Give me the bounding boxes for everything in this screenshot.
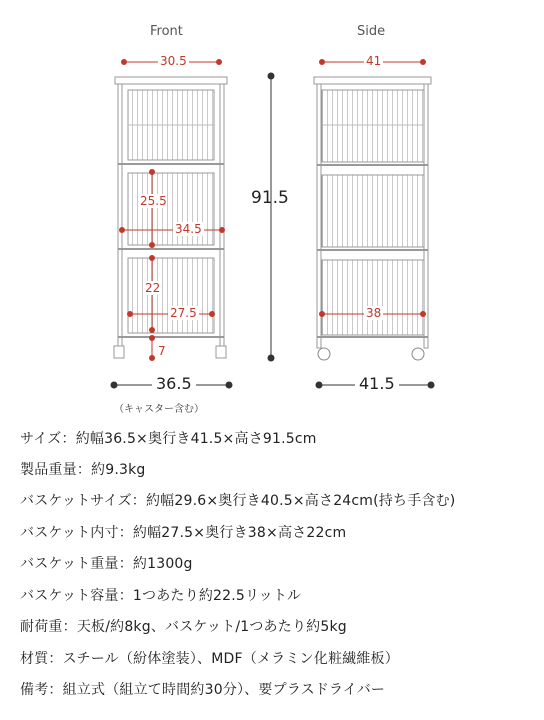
side-top-width: 41 (366, 54, 382, 68)
spec-load-capacity: 耐荷重：天板/約8kg、バスケット/1つあたり約5kg (20, 619, 347, 635)
side-basket-depth: 38 (366, 306, 382, 320)
spec-basket-capacity: バスケット容量：1つあたり約22.5リットル (20, 588, 302, 604)
caster-note: （キャスター含む） (114, 404, 204, 415)
basket-height-lower: 22 (145, 281, 161, 295)
side-total-width: 41.5 (355, 374, 399, 393)
spec-material: 材質：スチール（紛体塗装）、MDF（メラミン化粧繊維板） (20, 651, 399, 667)
spec-basket-weight: バスケット重量：約1300g (20, 556, 193, 572)
inner-width: 34.5 (175, 222, 202, 236)
spec-basket-inner: バスケット内寸：約幅27.5×奥行き38×高さ22cm (20, 525, 347, 541)
front-view-title: Front (150, 24, 183, 39)
side-view-title: Side (357, 24, 386, 39)
total-height: 91.5 (251, 188, 289, 208)
spec-weight: 製品重量：約9.3kg (20, 462, 146, 478)
caster-height: 7 (158, 344, 166, 358)
basket-inner-width: 27.5 (170, 306, 197, 320)
basket-height-upper: 25.5 (140, 194, 167, 208)
spec-notes: 備考：組立式（組立て時間約30分）、要プラスドライバー (20, 682, 386, 698)
front-top-width: 30.5 (160, 54, 187, 68)
front-total-width: 36.5 (152, 374, 196, 393)
spec-basket-size: バスケットサイズ：約幅29.6×奥行き40.5×高さ24cm(持ち手含む) (20, 493, 456, 509)
spec-size: サイズ：約幅36.5×奥行き41.5×高さ91.5cm (20, 431, 317, 447)
